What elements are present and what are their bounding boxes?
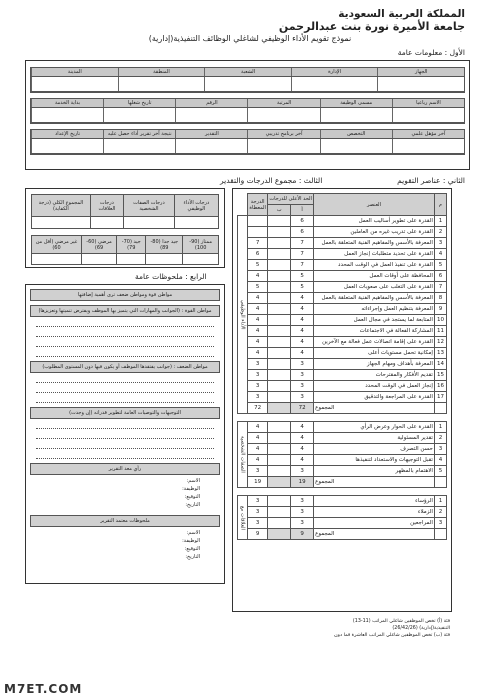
row-number: 2 <box>434 507 446 518</box>
element-text: القدرة على تدريب غيره من العاملين <box>314 227 435 238</box>
max-b <box>268 392 291 403</box>
element-text: القدرة على المراجعة والتدقيق <box>314 392 435 403</box>
totals-header: درجات الصفات الشخصية <box>124 195 175 217</box>
grade-cell[interactable]: 4 <box>248 304 268 315</box>
max-a: 4 <box>291 304 314 315</box>
general-field-label: الإدارة <box>291 68 378 76</box>
max-b <box>268 304 291 315</box>
general-row-1 <box>30 67 465 93</box>
footer-line-1: فئة (أ) تخص الموظفين شاغلي المراتب (11-13) <box>352 619 450 624</box>
general-row-2 <box>30 98 465 124</box>
grade-cell[interactable]: 3 <box>248 359 268 370</box>
element-text: القدرة على تنفيذ العمل في الوقت المحدد <box>314 260 435 271</box>
element-text: الرؤساء <box>314 496 435 507</box>
element-text: المعرفة بتنظيم العمل وإجراءاته <box>314 304 435 315</box>
notes-section-title: ملحوظات معتمد التقرير <box>30 515 220 527</box>
max-a: 3 <box>291 359 314 370</box>
note-line[interactable] <box>36 385 214 393</box>
row-number: 13 <box>434 348 446 359</box>
grade-cell[interactable]: 4 <box>248 326 268 337</box>
grade-cell[interactable]: 4 <box>248 348 268 359</box>
footer-line-3: فئة (ب) تخص الموظفين شاغلي المراتب العاشرة فما دون <box>334 633 450 638</box>
element-text: المتابعة لما يستجد في مجال العمل <box>314 315 435 326</box>
grade-cell[interactable]: 3 <box>248 381 268 392</box>
max-a: 3 <box>291 507 314 518</box>
max-b <box>268 260 291 271</box>
note-line[interactable] <box>36 421 214 429</box>
max-a: 6 <box>291 227 314 238</box>
row-number: 4 <box>434 455 446 466</box>
evaluation-row <box>238 422 447 433</box>
row-number: 12 <box>434 337 446 348</box>
grade-cell[interactable]: 4 <box>248 293 268 304</box>
row-number: 15 <box>434 370 446 381</box>
evaluation-row <box>238 359 447 370</box>
group-total-row <box>238 403 447 414</box>
max-b <box>268 507 291 518</box>
row-number: 3 <box>434 238 446 249</box>
evaluation-row <box>238 249 447 260</box>
notes-section-title: مواطن القوة : (الجوانب والمهارات التي يتميز بها الموظف ويفترض تنميتها وتعزيزها) <box>30 305 220 317</box>
evaluation-row <box>238 381 447 392</box>
max-a: 4 <box>291 348 314 359</box>
row-number: 3 <box>434 518 446 529</box>
row-number: 1 <box>434 422 446 433</box>
sign-position[interactable]: الوظيفة: <box>182 486 200 492</box>
note-line[interactable] <box>36 451 214 459</box>
max-a: 4 <box>291 315 314 326</box>
element-text: إنجاز العمل في الوقت المحدد <box>314 381 435 392</box>
general-field-label: الجهاز <box>377 68 464 76</box>
max-b <box>268 249 291 260</box>
evaluation-row <box>238 348 447 359</box>
total-grade: 72 <box>248 403 268 414</box>
notes-section-title: مواطن الضعف : (جوانب يفتقدها الموظف أو يكون فيها دون المستوى المطلوب) <box>30 361 220 373</box>
row-number: 8 <box>434 293 446 304</box>
general-field-label: الاسم رباعيا <box>392 99 464 107</box>
max-b <box>268 271 291 282</box>
total-max: 72 <box>291 403 314 414</box>
footer-notes <box>334 618 450 639</box>
max-a: 4 <box>291 337 314 348</box>
general-field-label: التقدير <box>175 130 247 138</box>
row-number: 5 <box>434 466 446 477</box>
grade-cell[interactable]: 3 <box>248 466 268 477</box>
max-b <box>268 455 291 466</box>
row-number: 1 <box>434 496 446 507</box>
grade-cell[interactable]: 4 <box>248 422 268 433</box>
element-text: القدرة على الحوار وعرض الرأي <box>314 422 435 433</box>
general-field-label: التخصص <box>320 130 392 138</box>
max-a: 4 <box>291 444 314 455</box>
evaluation-row <box>238 507 447 518</box>
note-line[interactable] <box>36 339 214 347</box>
sign-name[interactable]: الاسم: <box>186 478 200 484</box>
evaluation-row <box>238 315 447 326</box>
general-field-label: تاريخ الإعداد <box>31 130 103 138</box>
general-field-label: آخر برنامج تدريبي <box>247 130 319 138</box>
element-text: المعرفة بأهداف ومهام الجهاز <box>314 359 435 370</box>
col-no: م <box>434 194 446 216</box>
evaluation-table: م العنصر الحد الأعلى للدرجات الدرجة المعطاة أ ب 1 القدرة على تطوير أساليب العمل 6 الأداء الوظيفي 2 القدرة على تدريب غيره من العاملين 6 3 المعرفة بالأسس والمفاهيم الفنية المتعلقة بالعمل 7 7 4 القدرة على تحديد متطلبات إنجاز العمل 7 6 5 القدرة على تنفيذ العمل في الوقت المحدد 7 5 6 المحافظة على أوقات العمل 5 4 7 القدرة على التغلب على صعوبات العمل 5 5 8 المعرفة بالأسس والمفاهيم الفنية المتعلقة بالعمل 4 4 9 المعرفة بتنظيم العمل وإجراءاته 4 4 10 المتابعة لما يستجد في مجال العمل 4 4 11 المشاركة الفعالة في الاجتماعات 4 4 12 القدرة على إقامة اتصالات عمل فعالة مع الآخرين 4 4 13 إمكانية تحمل مستويات أعلى 4 4 14 المعرفة بأهداف ومهام الجهاز 3 3 15 تقديم الأفكار والمقترحات 3 3 16 إنجاز العمل في الوقت المحدد 3 3 17 القدرة على المراجعة والتدقيق 3 3 المجموع 72 72 1 القدرة على الحوار وعرض الرأي 4 4 الصفات الشخصية 2 تقدير المسئولية 4 4 3 حسن التصرف 4 4 4 تقبل التوجيهات والاستعداد لتنفيذها 4 4 5 الاهتمام بالمظهر 3 3 المجموع 19 19 1 الرؤساء 3 3 العلاقات مع 2 الزملاء 3 3 3 المراجعين 3 3 المجموع 9 9 <box>237 193 447 540</box>
max-b <box>268 282 291 293</box>
row-number: 6 <box>434 271 446 282</box>
evaluation-row <box>238 238 447 249</box>
section-1-title: الأول : معلومات عامة <box>397 48 465 57</box>
evaluation-row <box>238 260 447 271</box>
max-a: 7 <box>291 249 314 260</box>
evaluation-row <box>238 271 447 282</box>
grade-level: جيد جدا (80-89) <box>146 236 183 254</box>
grade-cell[interactable]: 6 <box>248 249 268 260</box>
max-a: 5 <box>291 282 314 293</box>
total-grade: 9 <box>248 529 268 540</box>
sign-date[interactable]: التاريخ: <box>185 502 200 508</box>
max-b <box>268 227 291 238</box>
sign-signature[interactable]: التوقيع: <box>184 494 200 500</box>
notes-section-title: رأي معد التقرير <box>30 463 220 475</box>
max-b <box>268 422 291 433</box>
grade-cell[interactable] <box>248 216 268 227</box>
grade-level: غير مرضي (أقل من 60) <box>32 236 82 254</box>
row-number: 17 <box>434 392 446 403</box>
max-b <box>268 370 291 381</box>
grades-table <box>31 235 219 265</box>
row-number: 9 <box>434 304 446 315</box>
element-text: تقبل التوجيهات والاستعداد لتنفيذها <box>314 455 435 466</box>
evaluation-row <box>238 337 447 348</box>
max-a: 3 <box>291 466 314 477</box>
evaluation-row <box>238 293 447 304</box>
grade-cell[interactable]: 4 <box>248 433 268 444</box>
element-text: المعرفة بالأسس والمفاهيم الفنية المتعلقة بالعمل <box>314 293 435 304</box>
max-a: 4 <box>291 433 314 444</box>
max-b <box>268 359 291 370</box>
row-number: 2 <box>434 227 446 238</box>
max-b <box>268 293 291 304</box>
sign-name[interactable]: الاسم: <box>186 530 200 536</box>
totals-header: درجات الأداء الوظيفي <box>174 195 218 217</box>
grade-cell[interactable]: 5 <box>248 260 268 271</box>
grade-cell[interactable]: 3 <box>248 496 268 507</box>
max-b <box>268 216 291 227</box>
evaluation-row <box>238 282 447 293</box>
section-2-title: الثاني : عناصر التقويم <box>397 176 465 185</box>
element-text: تقدير المسئولية <box>314 433 435 444</box>
group-label: الصفات الشخصية <box>238 422 248 488</box>
notes-box <box>25 284 225 584</box>
grade-level: جيد (70-79) <box>117 236 146 254</box>
group-total-row <box>238 529 447 540</box>
row-number: 14 <box>434 359 446 370</box>
max-a: 5 <box>291 271 314 282</box>
general-field-label: الرقم <box>175 99 247 107</box>
row-number: 11 <box>434 326 446 337</box>
total-grade: 19 <box>248 477 268 488</box>
general-field-label: نتيجة آخر تقرير أداء حصل عليه <box>103 130 175 138</box>
grade-cell[interactable]: 4 <box>248 315 268 326</box>
evaluation-box <box>232 188 452 612</box>
general-info-box <box>25 60 470 170</box>
element-text: تقديم الأفكار والمقترحات <box>314 370 435 381</box>
grade-cell[interactable] <box>248 227 268 238</box>
max-a: 4 <box>291 455 314 466</box>
max-b <box>268 381 291 392</box>
general-field-label: الشعبة <box>204 68 291 76</box>
grade-cell[interactable]: 3 <box>248 518 268 529</box>
section-4-title: الرابع : ملحوظات عامة <box>135 272 207 281</box>
row-number: 1 <box>434 216 446 227</box>
totals-box <box>25 188 225 268</box>
evaluation-row <box>238 518 447 529</box>
max-b <box>268 326 291 337</box>
evaluation-row <box>238 304 447 315</box>
page-header <box>279 8 465 33</box>
element-text: المراجعين <box>314 518 435 529</box>
section-3-title: الثالث : مجموع الدرجات والتقدير <box>220 176 323 185</box>
element-text: الزملاء <box>314 507 435 518</box>
totals-table <box>31 194 219 229</box>
grade-level: مرضي (60-69) <box>82 236 117 254</box>
group-label: الأداء الوظيفي <box>238 216 248 414</box>
note-line[interactable] <box>36 319 214 327</box>
totals-header: درجات العلاقات <box>90 195 123 217</box>
row-number: 3 <box>434 444 446 455</box>
general-field-label: تاريخ شغلها <box>103 99 175 107</box>
note-line[interactable] <box>36 349 214 357</box>
general-field-label: المدينة <box>31 68 118 76</box>
max-b <box>268 518 291 529</box>
general-field-label: آخر مؤهل علمي <box>392 130 464 138</box>
max-a: 3 <box>291 496 314 507</box>
max-a: 4 <box>291 293 314 304</box>
grade-cell[interactable]: 4 <box>248 271 268 282</box>
total-label: المجموع <box>314 529 435 540</box>
totals-header: المجموع الكلي (درجة الكفاية) <box>32 195 91 217</box>
element-text: الاهتمام بالمظهر <box>314 466 435 477</box>
col-element: العنصر <box>314 194 435 216</box>
element-text: القدرة على التغلب على صعوبات العمل <box>314 282 435 293</box>
element-text: المشاركة الفعالة في الاجتماعات <box>314 326 435 337</box>
max-a: 4 <box>291 326 314 337</box>
max-a: 3 <box>291 381 314 392</box>
max-b <box>268 315 291 326</box>
max-a: 7 <box>291 260 314 271</box>
note-line[interactable] <box>36 441 214 449</box>
watermark: M7ET.COM <box>4 682 83 696</box>
element-text: إمكانية تحمل مستويات أعلى <box>314 348 435 359</box>
evaluation-row <box>238 444 447 455</box>
col-grade: الدرجة المعطاة <box>248 194 268 216</box>
group-total-row <box>238 477 447 488</box>
max-b <box>268 444 291 455</box>
sign-position[interactable]: الوظيفة: <box>182 538 200 544</box>
footer-line-2: التنفيذية(إدارية) (26/42/26) <box>392 626 450 631</box>
element-text: القدرة على تطوير أساليب العمل <box>314 216 435 227</box>
evaluation-row <box>238 496 447 507</box>
row-number: 2 <box>434 433 446 444</box>
max-b <box>268 348 291 359</box>
sign-signature[interactable]: التوقيع: <box>184 546 200 552</box>
grade-cell[interactable]: 4 <box>248 455 268 466</box>
total-max: 9 <box>291 529 314 540</box>
evaluation-row <box>238 392 447 403</box>
max-a: 7 <box>291 238 314 249</box>
notes-section-title: مواطن قوة ومواطن ضعف ترى أهمية إضافتها <box>30 289 220 301</box>
element-text: القدرة على تحديد متطلبات إنجاز العمل <box>314 249 435 260</box>
sign-date[interactable]: التاريخ: <box>185 554 200 560</box>
note-line[interactable] <box>36 329 214 337</box>
total-label: المجموع <box>314 403 435 414</box>
grade-cell[interactable]: 3 <box>248 507 268 518</box>
col-max: الحد الأعلى للدرجات <box>268 194 314 205</box>
evaluation-row <box>238 370 447 381</box>
max-a: 3 <box>291 370 314 381</box>
row-number: 16 <box>434 381 446 392</box>
grade-level: ممتاز (90-100) <box>183 236 219 254</box>
max-a: 3 <box>291 518 314 529</box>
row-number: 4 <box>434 249 446 260</box>
notes-section-title: التوجيهات والتوصيات العامة لتطوير قدراته (إن وجدت) <box>30 407 220 419</box>
note-line[interactable] <box>36 375 214 383</box>
max-a: 4 <box>291 422 314 433</box>
general-row-3 <box>30 129 465 155</box>
row-number: 5 <box>434 260 446 271</box>
kingdom-title: المملكة العربية السعودية <box>338 8 465 20</box>
row-number: 10 <box>434 315 446 326</box>
evaluation-row <box>238 326 447 337</box>
university-title: جامعة الأميرة نورة بنت عبدالرحمن <box>278 20 465 33</box>
general-field-label: بداية الخدمة <box>31 99 103 107</box>
element-text: المحافظة على أوقات العمل <box>314 271 435 282</box>
note-line[interactable] <box>36 395 214 403</box>
total-label: المجموع <box>314 477 435 488</box>
grade-cell[interactable]: 4 <box>248 444 268 455</box>
element-text: القدرة على إقامة اتصالات عمل فعالة مع الآخرين <box>314 337 435 348</box>
max-b <box>268 433 291 444</box>
max-a: 6 <box>291 216 314 227</box>
general-field-label: مسمى الوظيفة <box>320 99 392 107</box>
max-b <box>268 466 291 477</box>
grade-cell[interactable]: 3 <box>248 370 268 381</box>
group-label: العلاقات مع <box>238 496 248 540</box>
form-subtitle: نموذج تقويم الأداء الوظيفي لشاغلي الوظائف التنفيذية(إدارية) <box>148 34 352 43</box>
note-line[interactable] <box>36 431 214 439</box>
grade-cell[interactable]: 7 <box>248 238 268 249</box>
max-b <box>268 238 291 249</box>
total-max: 19 <box>291 477 314 488</box>
grade-cell[interactable]: 3 <box>248 392 268 403</box>
max-b <box>268 337 291 348</box>
max-a: 3 <box>291 392 314 403</box>
evaluation-row <box>238 433 447 444</box>
evaluation-row <box>238 216 447 227</box>
max-b <box>268 496 291 507</box>
evaluation-row <box>238 455 447 466</box>
element-text: المعرفة بالأسس والمفاهيم الفنية المتعلقة بالعمل <box>314 238 435 249</box>
row-number: 7 <box>434 282 446 293</box>
general-field-label: المنطقة <box>118 68 205 76</box>
evaluation-row <box>238 466 447 477</box>
grade-cell[interactable]: 4 <box>248 337 268 348</box>
grade-cell[interactable]: 5 <box>248 282 268 293</box>
evaluation-row <box>238 227 447 238</box>
element-text: حسن التصرف <box>314 444 435 455</box>
general-field-label: المرتبة <box>247 99 319 107</box>
